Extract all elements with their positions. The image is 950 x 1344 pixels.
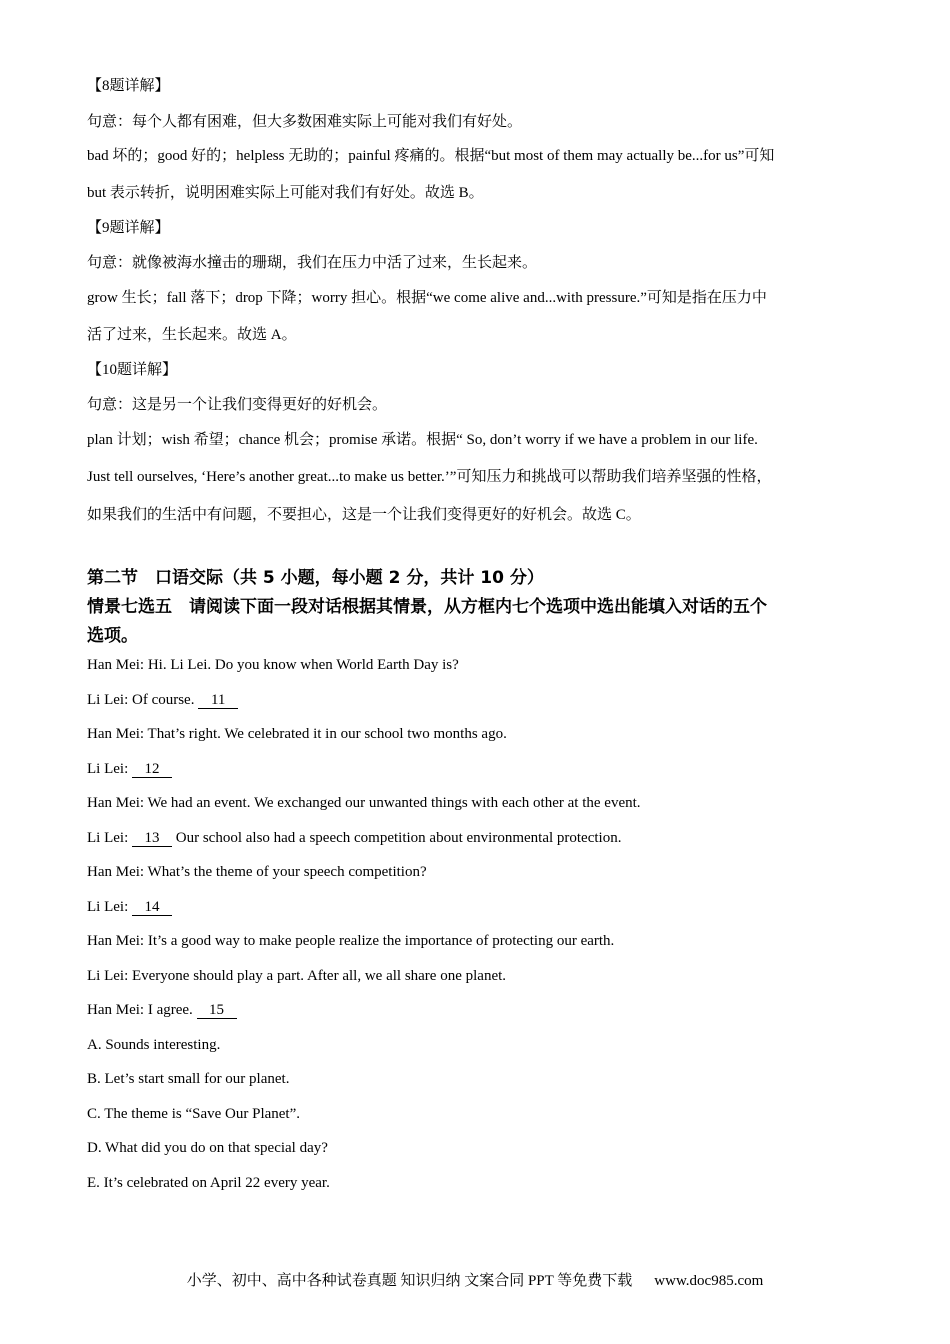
dialogue-line [87,828,621,848]
answer-blank-15: 15 [197,1002,237,1019]
dialogue-line [87,862,427,882]
answer-blank-12: 12 [132,761,172,778]
footer-url: www.doc985.com [654,1273,764,1289]
dialogue-text: Han Mei: It’s a good way to make people realize the importance of protecting our earth. [87,933,615,949]
dialogue-text: Li Lei: [87,899,132,915]
option-d: D. What did you do on that special day? [87,1140,328,1156]
dialogue-line [87,655,459,675]
q10-detail-line2: Just tell ourselves, ‘Here’s another great...to make us better.’”可知压力和挑战可以帮助我们培养坚强的性格， [87,469,772,485]
dialogue-line [87,897,172,917]
q9-detail-line2: 活了过来，生长起来。故选 A。 [87,327,297,343]
section-instruction-line1: 情景七选五 请阅读下面一段对话根据其情景，从方框内七个选项中选出能填入对话的五个 [87,597,767,617]
q8-detail-line2: but 表示转折，说明困难实际上可能对我们有好处。故选 B。 [87,185,484,201]
option-c: C. The theme is “Save Our Planet”. [87,1106,301,1122]
dialogue-text-after: Our school also had a speech competition about environmental protection. [172,830,622,846]
option-a: A. Sounds interesting. [87,1037,221,1053]
answer-blank-13: 13 [132,830,172,847]
dialogue-text: Li Lei: Of course. [87,692,199,708]
dialogue-text: Han Mei: What’s the theme of your speech competition? [87,864,427,880]
dialogue-text: Han Mei: Hi. Li Lei. Do you know when World Earth Day is? [87,657,459,673]
dialogue-text: Han Mei: That’s right. We celebrated it in our school two months ago. [87,726,507,742]
q9-title: 【9题详解】 [87,220,170,236]
dialogue-text: Li Lei: [87,761,132,777]
page-footer [0,1269,950,1290]
answer-blank-11: 11 [198,692,238,709]
q8-title: 【8题详解】 [87,78,170,94]
dialogue-text: Han Mei: I agree. [87,1002,197,1018]
dialogue-line [87,1000,237,1020]
dialogue-line [87,793,641,813]
q10-detail-line1: plan 计划；wish 希望；chance 机会；promise 承诺。根据“ So, don’t worry if we have a problem in our life. [87,432,758,448]
dialogue-text: Li Lei: Everyone should play a part. After all, we all share one planet. [87,968,507,984]
dialogue-line [87,966,506,986]
q9-detail-line1: grow 生长；fall 落下；drop 下降；worry 担心。根据“we come alive and...with pressure.”可知是指在压力中 [87,290,767,306]
option-e: E. It’s celebrated on April 22 every year. [87,1175,330,1191]
dialogue-line [87,724,507,744]
q8-detail-line1: bad 坏的；good 好的；helpless 无助的；painful 疼痛的。根据“but most of them may actually be...for us”可知 [87,148,775,164]
q9-meaning: 句意：就像被海水撞击的珊瑚，我们在压力中活了过来，生长起来。 [87,255,538,271]
q10-title: 【10题详解】 [87,362,178,378]
dialogue-line [87,690,238,710]
option-b: B. Let’s start small for our planet. [87,1071,290,1087]
dialogue-text: Han Mei: We had an event. We exchanged our unwanted things with each other at the event. [87,795,641,811]
q10-detail-line3: 如果我们的生活中有问题，不要担心，这是一个让我们变得更好的好机会。故选 C。 [87,507,641,523]
dialogue-line [87,759,172,779]
section-instruction-line2: 选项。 [87,626,138,646]
q8-meaning: 句意：每个人都有困难，但大多数困难实际上可能对我们有好处。 [87,114,523,130]
footer-text: 小学、初中、高中各种试卷真题 知识归纳 文案合同 PPT 等免费下载 [186,1273,633,1289]
section-title: 第二节 口语交际（共 5 小题，每小题 2 分，共计 10 分） [87,568,544,588]
dialogue-text: Li Lei: [87,830,132,846]
answer-blank-14: 14 [132,899,172,916]
q10-meaning: 句意：这是另一个让我们变得更好的好机会。 [87,397,388,413]
dialogue-line [87,931,614,951]
